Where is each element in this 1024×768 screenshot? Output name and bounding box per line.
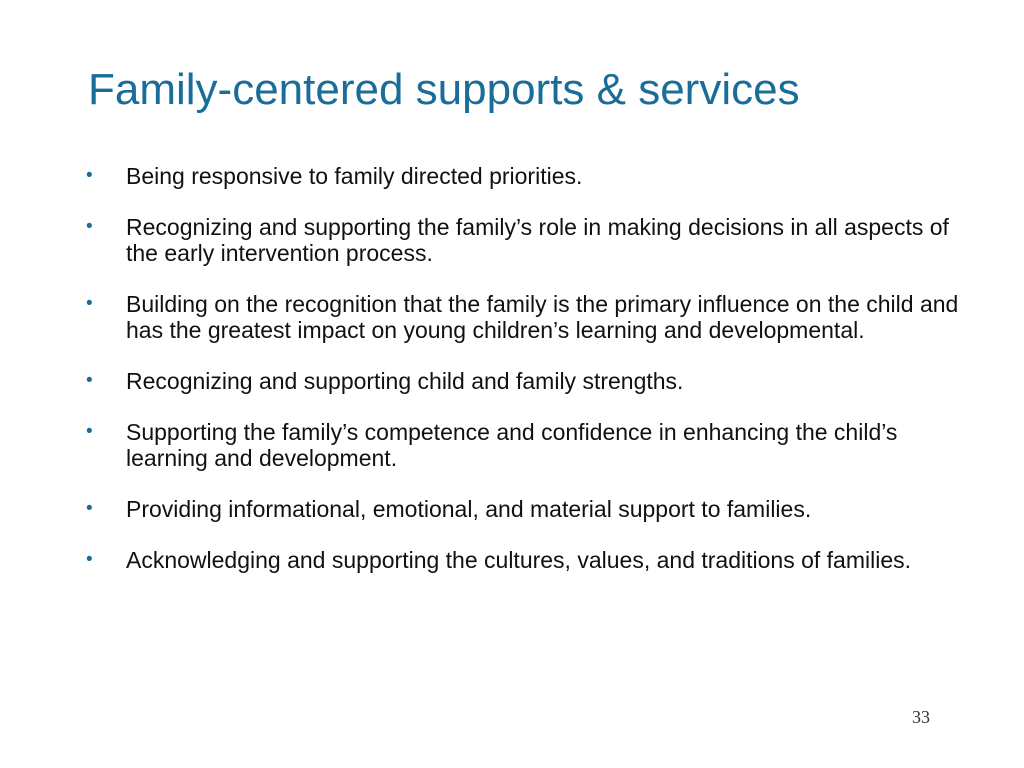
list-item bbox=[86, 547, 966, 573]
bullet-icon: • bbox=[86, 498, 93, 519]
bullet-text: Recognizing and supporting the family’s role in making decisions in all aspects of the early intervention process. bbox=[126, 214, 949, 266]
bullet-icon: • bbox=[86, 370, 93, 391]
bullet-icon: • bbox=[86, 293, 93, 314]
bullet-list bbox=[86, 163, 966, 598]
page-number: 33 bbox=[912, 707, 930, 727]
bullet-icon: • bbox=[86, 549, 93, 570]
bullet-text: Supporting the family’s competence and confidence in enhancing the child’s learning and development. bbox=[126, 419, 898, 471]
list-item bbox=[86, 496, 966, 522]
bullet-icon: • bbox=[86, 165, 93, 186]
bullet-text: Being responsive to family directed priorities. bbox=[126, 163, 583, 189]
slide-title: Family-centered supports & services bbox=[88, 65, 800, 114]
list-item bbox=[86, 291, 966, 343]
bullet-text: Acknowledging and supporting the cultures, values, and traditions of families. bbox=[126, 547, 912, 573]
list-item bbox=[86, 368, 966, 394]
bullet-icon: • bbox=[86, 216, 93, 237]
bullet-text: Recognizing and supporting child and family strengths. bbox=[126, 368, 684, 394]
bullet-text: Building on the recognition that the family is the primary influence on the child and has the greatest impact on young children’s learning and developmental. bbox=[126, 291, 959, 343]
list-item bbox=[86, 419, 966, 471]
list-item bbox=[86, 163, 966, 189]
bullet-text: Providing informational, emotional, and material support to families. bbox=[126, 496, 812, 522]
bullet-icon: • bbox=[86, 421, 93, 442]
list-item bbox=[86, 214, 966, 266]
